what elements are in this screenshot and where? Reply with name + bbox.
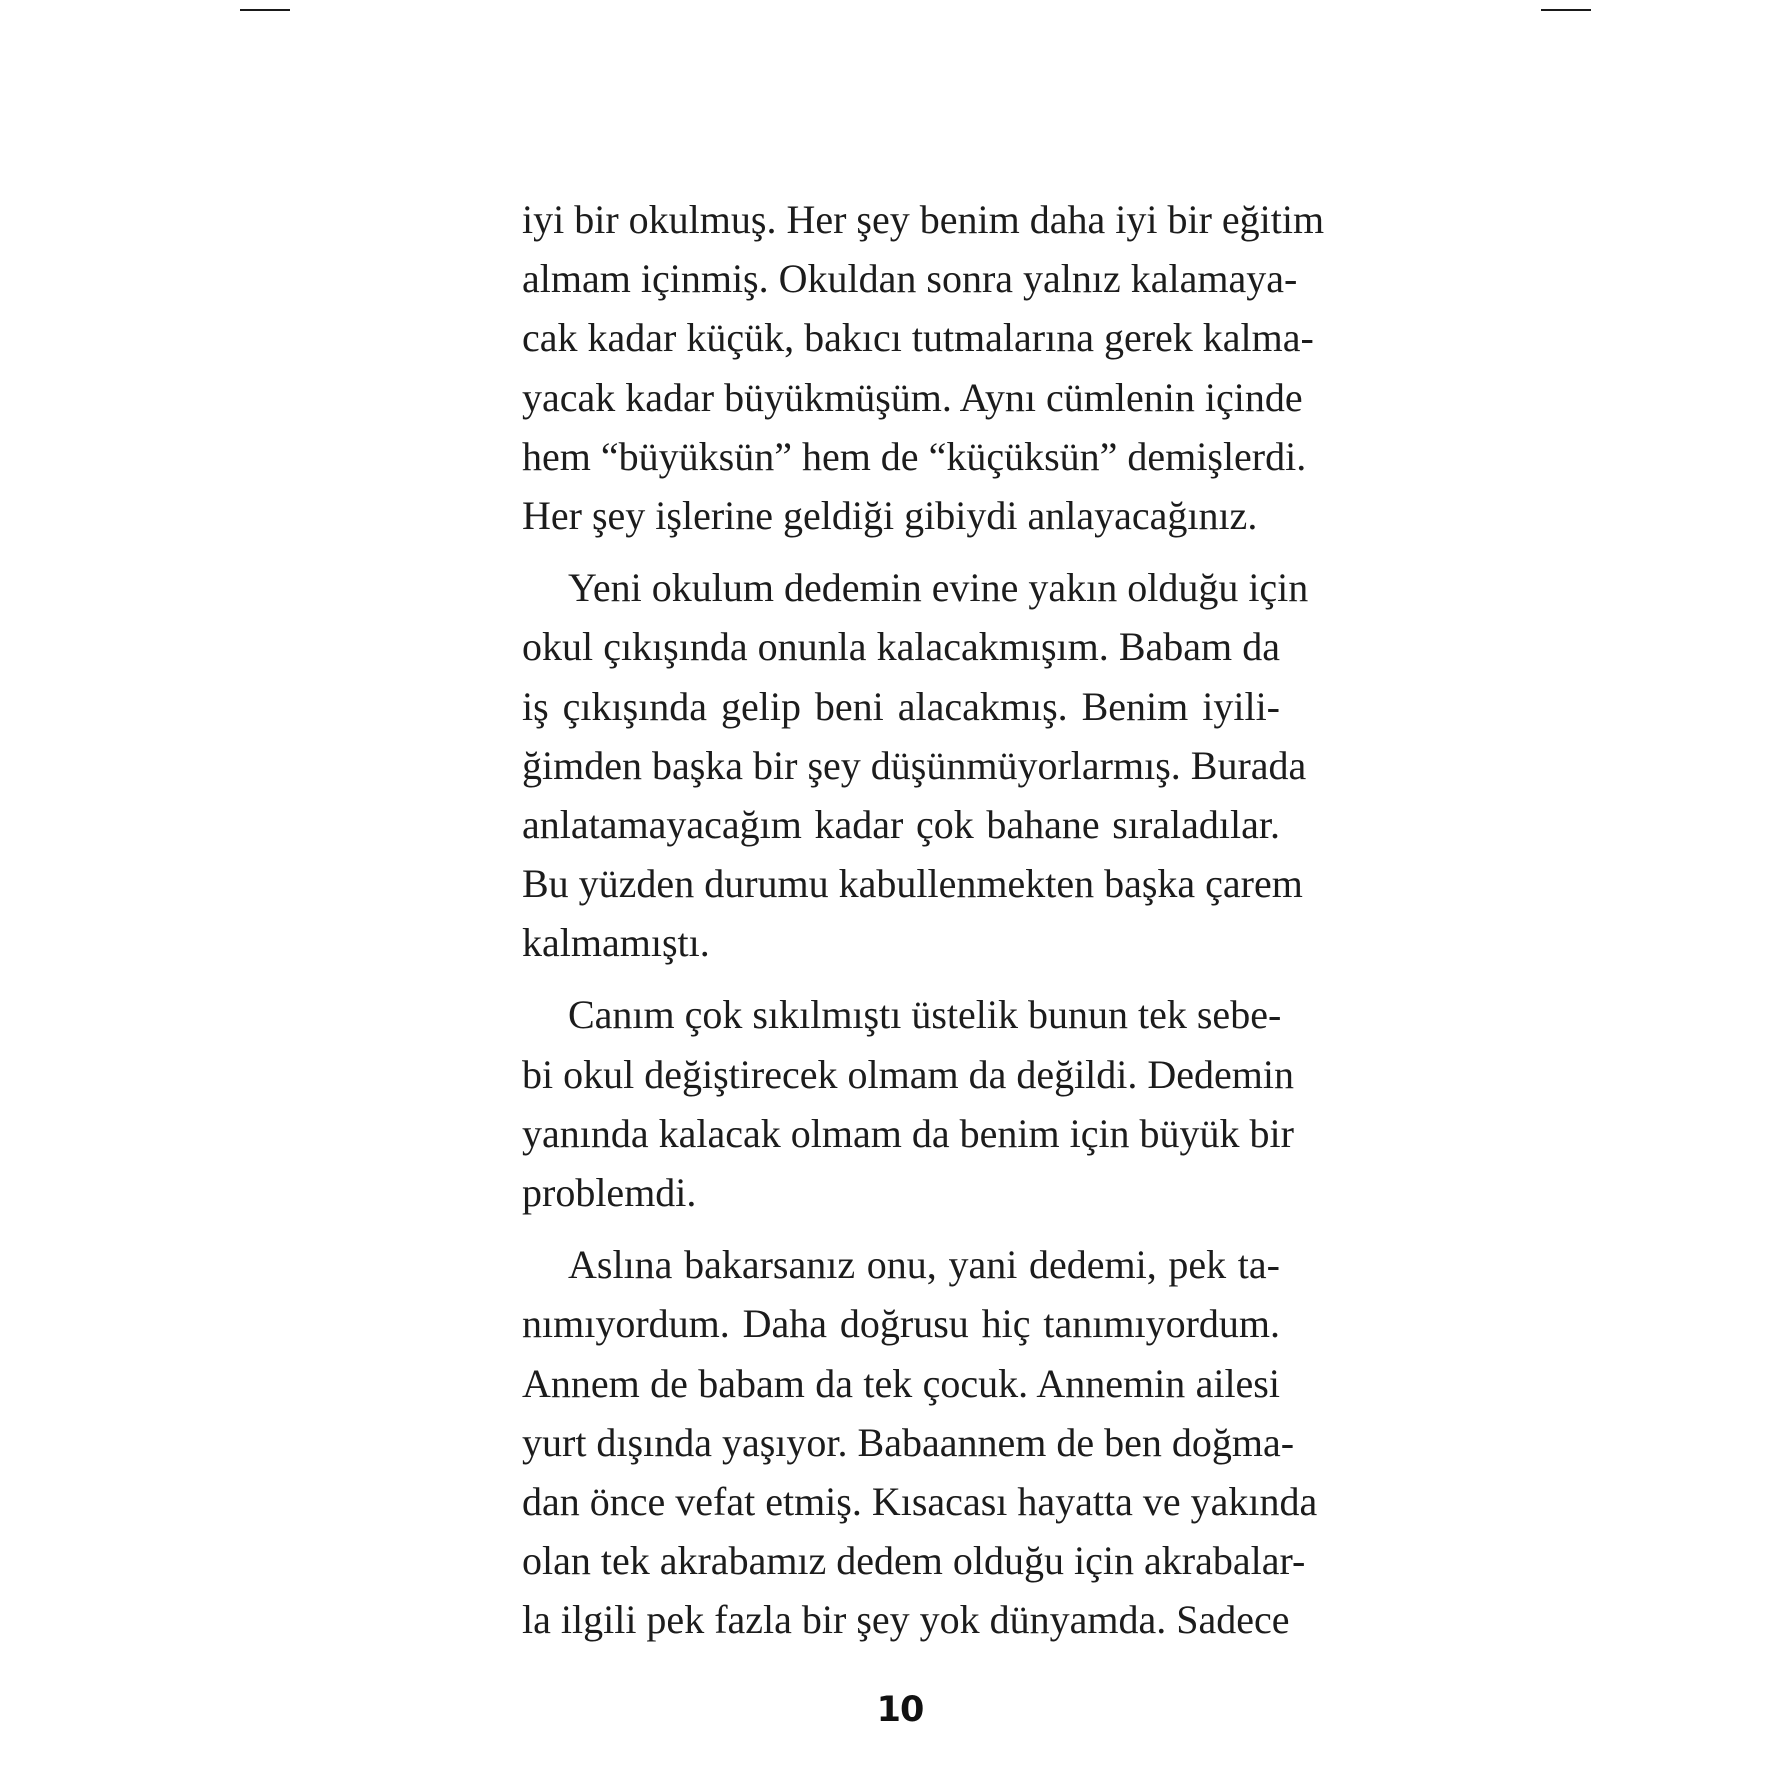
crop-mark-left	[240, 9, 290, 11]
text-line: olan tek akrabamız dedem olduğu için akrabalar-	[522, 1538, 1306, 1584]
text-line: hem “büyüksün” hem de “küçüksün” demişlerdi.	[522, 433, 1307, 479]
text-line: nımıyordum. Daha doğrusu hiç tanımıyordum.	[522, 1301, 1280, 1347]
text-line: kalmamıştı.	[522, 920, 710, 966]
text-line: Yeni okulum dedemin evine yakın olduğu için	[568, 565, 1309, 611]
text-line: yurt dışında yaşıyor. Babaannem de ben doğma-	[522, 1419, 1295, 1465]
paragraph-1	[522, 190, 1325, 545]
text-line: Her şey işlerine geldiği gibiydi anlayacağınız.	[522, 492, 1258, 538]
text-line: iş çıkışında gelip beni alacakmış. Benim iyili-	[522, 683, 1280, 729]
paragraph-2	[522, 558, 1309, 972]
text-line: Canım çok sıkılmıştı üstelik bunun tek sebe-	[568, 992, 1282, 1038]
body-text	[522, 190, 1325, 1663]
text-line: yanında kalacak olmam da benim için büyük bir	[522, 1110, 1294, 1156]
text-line: okul çıkışında onunla kalacakmışım. Babam da	[522, 624, 1280, 670]
text-line: dan önce vefat etmiş. Kısacası hayatta ve yakında	[522, 1478, 1318, 1524]
text-line: cak kadar küçük, bakıcı tutmalarına gerek kalma-	[522, 315, 1314, 361]
text-line: Aslına bakarsanız onu, yani dedemi, pek ta-	[568, 1242, 1280, 1288]
text-line: la ilgili pek fazla bir şey yok dünyamda. Sadece	[522, 1597, 1290, 1643]
paragraph-3	[522, 985, 1295, 1222]
text-line: bi okul değiştirecek olmam da değildi. Dedemin	[522, 1051, 1295, 1097]
crop-mark-right	[1541, 9, 1591, 11]
text-line: Annem de babam da tek çocuk. Annemin ailesi	[522, 1360, 1280, 1406]
text-line: problemdi.	[522, 1170, 697, 1215]
text-line: anlatamayacağım kadar çok bahane sıraladılar.	[522, 801, 1280, 847]
text-line: yacak kadar büyükmüşüm. Aynı cümlenin içinde	[522, 374, 1303, 420]
text-line: Bu yüzden durumu kabullenmekten başka çarem	[522, 861, 1303, 907]
text-line: ğimden başka bir şey düşünmüyorlarmış. Burada	[522, 742, 1307, 788]
text-line: iyi bir okulmuş. Her şey benim daha iyi bir eğitim	[522, 197, 1325, 242]
page-number: 10	[876, 1690, 924, 1730]
paragraph-4	[522, 1235, 1318, 1649]
text-line: almam içinmiş. Okuldan sonra yalnız kalamaya-	[522, 256, 1298, 302]
